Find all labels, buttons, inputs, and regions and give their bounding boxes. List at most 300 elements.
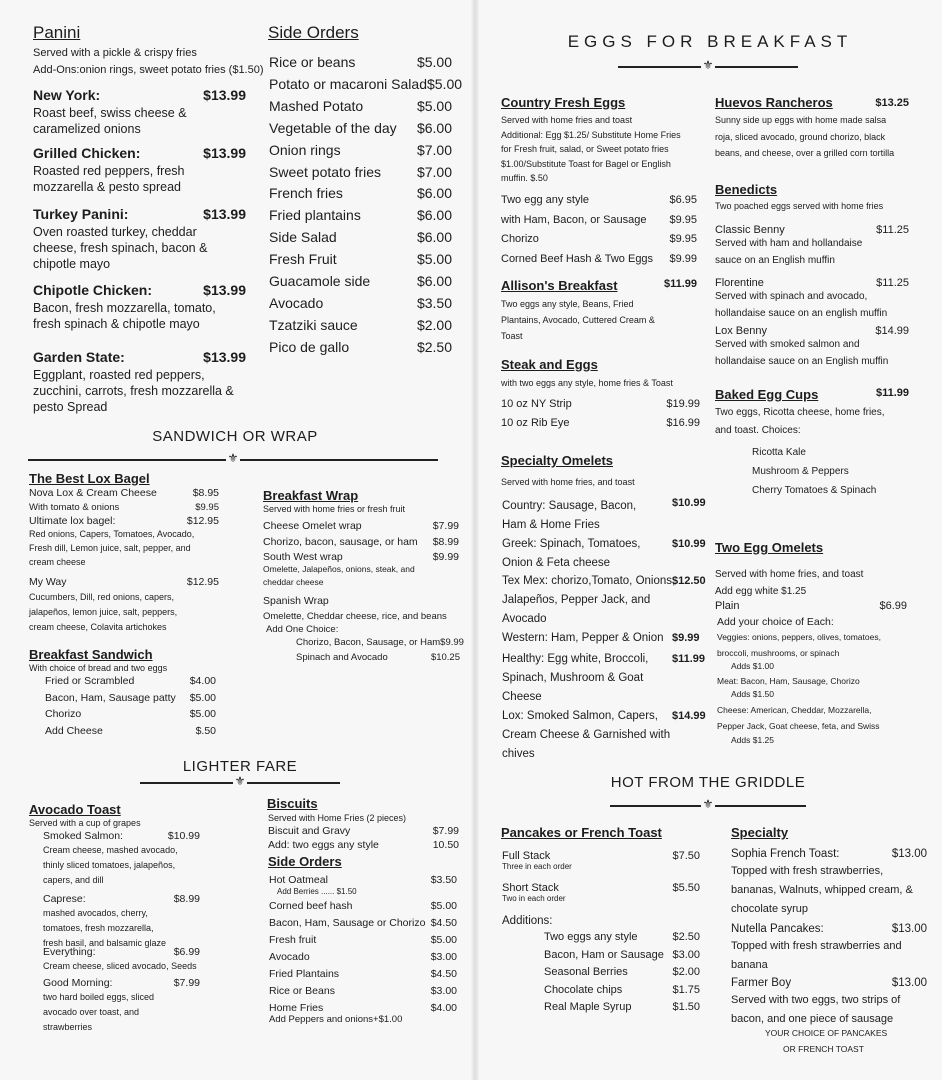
omelet-line: Cheese: [502, 691, 542, 703]
menu-item-price: $14.99: [875, 325, 909, 337]
menu-item-price: $9.99: [432, 551, 459, 563]
menu-item-price: $3.50: [430, 874, 457, 886]
lox-desc: cream cheese: [29, 557, 86, 567]
specialty-desc: Served with two eggs, two strips of: [731, 994, 901, 1006]
benedict-desc: hollandaise sauce on an english muffin: [715, 308, 888, 319]
panini-item-desc: mozzarella & pesto spread: [33, 180, 181, 194]
menu-item-price: $5.00: [416, 54, 452, 70]
two-egg-plain-row: [715, 599, 907, 614]
spanish-wrap-desc: Omelette, Cheddar cheese, rice, and beans: [263, 611, 447, 622]
baked-egg-cups-row: [715, 387, 909, 402]
menu-item-price: $12.95: [186, 515, 219, 527]
spanish-wrap-choice: [296, 651, 460, 664]
menu-item-price: $3.00: [430, 951, 457, 963]
menu-item-name: Real Maple Syrup: [544, 1001, 632, 1013]
omelet-line: Onion & Feta cheese: [502, 557, 611, 569]
panini-item-desc: Oven roasted turkey, cheddar: [33, 225, 197, 239]
avocado-toast-desc: Cream cheese, mashed avocado,: [43, 845, 178, 855]
allisons-row: [501, 278, 697, 293]
pancake-addition: [544, 948, 700, 962]
menu-item-name: Fried or Scrambled: [45, 675, 135, 687]
biscuit-item: [268, 824, 459, 838]
side-order-item: [269, 338, 452, 357]
specialty-desc: banana: [731, 959, 768, 971]
menu-item-name: Farmer Boy: [731, 977, 792, 989]
flourish-eggs: [618, 58, 798, 72]
menu-item-price: $7.50: [672, 850, 700, 862]
panini-item: [33, 144, 246, 162]
country-eggs-desc: for Fresh fruit, salad, or Sweet potato fries: [501, 144, 669, 154]
biscuits-title: Biscuits: [267, 796, 318, 811]
menu-item-name: Side Salad: [269, 229, 337, 246]
menu-item-price: $7.00: [416, 141, 452, 158]
menu-item-price: $9.95: [669, 213, 697, 226]
breakfast-sandwich-item: [45, 724, 216, 738]
full-stack-row: [502, 849, 700, 863]
menu-item-price: $13.99: [203, 349, 246, 365]
steak-eggs-item: [501, 397, 700, 412]
menu-item-name: Avocado: [269, 294, 324, 311]
menu-item-price: $5.00: [416, 97, 452, 114]
menu-item-name: Add Cheese: [45, 724, 103, 737]
sandwich-wrap-heading: SANDWICH OR WRAP: [152, 428, 318, 445]
two-egg-choice-line: Adds $1.00: [731, 661, 775, 671]
side-order-item: [269, 119, 452, 138]
side-order-bottom-item: [269, 873, 457, 887]
menu-item-name: Rice or beans: [269, 54, 356, 70]
menu-item-name: Fried Plantains: [269, 968, 340, 980]
menu-item-price: $5.00: [416, 251, 452, 268]
country-eggs-item: [501, 252, 697, 267]
biscuit-item: [268, 838, 459, 852]
two-egg-choice-line: Meat: Bacon, Ham, Sausage, Chorizo: [717, 676, 860, 686]
flourish-lighter: [140, 774, 340, 788]
menu-item-price: $6.00: [416, 229, 452, 246]
eggs-breakfast-heading: EGGS FOR BREAKFAST: [567, 32, 853, 51]
benedict-desc: Served with smoked salmon and: [715, 339, 860, 350]
menu-item-price: $6.00: [416, 119, 452, 136]
menu-item-price: $5.00: [426, 75, 463, 92]
avocado-toast-desc: Cream cheese, sliced avocado, Seeds: [43, 961, 197, 971]
two-egg-choice-line: Veggies: onions, peppers, olives, tomatoes,: [717, 632, 881, 642]
panini-item-desc: Bacon, fresh mozzarella, tomato,: [33, 301, 216, 315]
lox-row: [29, 501, 219, 515]
menu-item-price: $7.99: [173, 977, 200, 989]
side-order-item: [269, 228, 452, 247]
menu-item-name: Full Stack: [502, 850, 551, 862]
specialty-omelets-desc: Served with home fries, and toast: [501, 477, 635, 487]
lox-row: [29, 514, 219, 528]
menu-item-price: $2.50: [672, 931, 700, 943]
menu-item-price: $13.99: [203, 145, 246, 161]
menu-item-price: $7.99: [432, 825, 459, 837]
huevos-desc-line: roja, sliced avocado, ground chorizo, black: [715, 131, 886, 142]
panini-item: [33, 281, 246, 299]
avocado-toast-desc: fresh basil, and balsamic glaze: [43, 938, 167, 948]
baked-egg-cups-price: $11.99: [875, 387, 909, 399]
huevos-price: $13.25: [875, 97, 909, 109]
omelet-price: $10.99: [672, 497, 706, 509]
menu-item-name: Rice or Beans: [269, 985, 335, 997]
menu-item-price: $9.95: [195, 502, 219, 513]
menu-item-price: $6.99: [879, 600, 907, 612]
breakfast-sandwich-item: [45, 674, 216, 688]
page-fold: [471, 0, 479, 1080]
benedict-item: [715, 276, 909, 290]
menu-item-price: $6.95: [669, 194, 697, 206]
specialty-desc: Topped with fresh strawberries,: [731, 865, 884, 877]
breakfast-wrap-item: [263, 519, 459, 533]
side-order-item: [269, 75, 463, 94]
breakfast-wrap-desc: Served with home fries or fresh fruit: [263, 504, 406, 514]
side-order-item: [269, 250, 452, 269]
menu-item-name: Seasonal Berries: [544, 966, 628, 978]
menu-item-name: Two egg any style: [501, 194, 590, 206]
menu-item-price: $13.00: [891, 977, 927, 989]
panini-item-desc: Eggplant, roasted red peppers,: [33, 368, 205, 382]
allisons-desc-line: Two eggs any style, Beans, Fried: [501, 299, 634, 309]
spanish-wrap-name: Spanish Wrap: [263, 595, 329, 607]
specialty-footer: OR FRENCH TOAST: [783, 1044, 864, 1054]
menu-item-price: $9.99: [669, 252, 697, 265]
breakfast-wrap-item: [263, 535, 459, 549]
specialty-desc: bananas, Walnuts, whipped cream, &: [731, 884, 913, 896]
avocado-toast-desc: strawberries: [43, 1022, 93, 1032]
huevos-row: [715, 95, 909, 110]
menu-item-price: $3.00: [672, 948, 700, 961]
lox-desc: Red onions, Capers, Tomatoes, Avocado,: [29, 529, 195, 539]
pancake-addition: [544, 983, 700, 997]
panini-item-desc: caramelized onions: [33, 122, 141, 136]
breakfast-wrap-title: Breakfast Wrap: [263, 488, 359, 503]
side-order-bottom-item: [269, 916, 457, 930]
menu-item-name: Chorizo: [501, 233, 539, 245]
panini-item-desc: pesto Spread: [33, 400, 108, 414]
baked-egg-cup-choice: Mushroom & Peppers: [752, 466, 849, 477]
two-egg-choice-line: Cheese: American, Cheddar, Mozzarella,: [717, 705, 872, 715]
menu-item-name: With tomato & onions: [29, 502, 120, 513]
menu-item-name: Chocolate chips: [544, 983, 623, 996]
side-order-bottom-item: [269, 984, 457, 998]
menu-item-name: Smoked Salmon:: [43, 830, 123, 842]
short-stack-note: Two in each order: [502, 894, 566, 903]
menu-item-price: $2.50: [416, 338, 452, 355]
omelet-line: Tex Mex: chorizo,Tomato, Onions,: [502, 575, 676, 587]
avocado-toast-item: [43, 892, 200, 906]
menu-item-name: Good Morning:: [43, 977, 113, 989]
menu-item-name: Nova Lox & Cream Cheese: [29, 487, 157, 499]
huevos-title: Huevos Rancheros: [715, 95, 833, 110]
benedict-desc: sauce on an English muffin: [715, 255, 835, 266]
steak-eggs-desc: with two eggs any style, home fries & Toast: [501, 378, 673, 388]
lox-row: [29, 486, 219, 500]
breakfast-sandwich-item: [45, 707, 216, 721]
oatmeal-note: Add Berries ...... $1.50: [277, 887, 357, 896]
menu-item-name: Fried plantains: [269, 207, 361, 224]
menu-item-name: Onion rings: [269, 141, 341, 158]
menu-item-name: Sweet potato fries: [269, 163, 382, 180]
baked-egg-cup-choice: Ricotta Kale: [752, 447, 806, 458]
lox-desc: jalapeños, lemon juice, salt, peppers,: [29, 607, 178, 617]
menu-item-name: Fresh fruit: [269, 934, 317, 946]
specialty-omelets-title: Specialty Omelets: [501, 453, 613, 468]
avocado-toast-desc: thinly sliced tomatoes, jalapeños,: [43, 860, 176, 870]
menu-item-name: Short Stack: [502, 882, 559, 894]
menu-item-name: Corned Beef Hash & Two Eggs: [501, 252, 654, 265]
menu-item-name: South West wrap: [263, 551, 343, 563]
menu-item-name: 10 oz Rib Eye: [501, 417, 570, 429]
panini-item: [33, 205, 246, 223]
specialty-desc: bacon, and one piece of sausage: [731, 1013, 894, 1025]
menu-item-name: Avocado: [269, 951, 310, 963]
two-egg-choice-line: Adds $1.25: [731, 735, 775, 745]
menu-item-price: $1.50: [672, 1001, 700, 1013]
omelet-price: $12.50: [672, 575, 706, 587]
menu-item-name: Cheese Omelet wrap: [263, 520, 362, 532]
menu-item-name: with Ham, Bacon, or Sausage: [501, 213, 647, 226]
menu-item-price: $3.00: [430, 985, 457, 997]
menu-item-name: Plain: [715, 600, 740, 612]
menu-item-price: $13.99: [203, 282, 246, 298]
steak-eggs-item: [501, 416, 700, 431]
flourish-sandwich: [28, 451, 438, 465]
panini-served-with: Served with a pickle & crispy fries: [33, 47, 197, 59]
spanish-wrap-desc: Add One Choice:: [266, 624, 339, 635]
menu-item-name: Bacon, Ham, Sausage or Chorizo: [269, 917, 426, 929]
menu-item-name: Potato or macaroni Salad: [269, 75, 427, 92]
omelet-line: chives: [502, 748, 535, 760]
menu-item-price: $7.99: [432, 520, 459, 532]
side-order-bottom-item: [269, 933, 457, 947]
omelet-line: Avocado: [502, 613, 547, 625]
panini-item-desc: Roasted red peppers, fresh: [33, 164, 185, 178]
specialty-item: [731, 922, 927, 937]
menu-item-name: Corned beef hash: [269, 900, 353, 912]
side-order-item: [269, 97, 452, 116]
two-egg-omelets-title: Two Egg Omelets: [715, 540, 824, 555]
baked-egg-cups-desc: Two eggs, Ricotta cheese, home fries,: [715, 407, 885, 418]
menu-item-price: $4.00: [430, 1002, 457, 1014]
omelet-price: $10.99: [672, 538, 706, 550]
pancake-addition: [544, 930, 700, 944]
menu-item-name: Hot Oatmeal: [269, 874, 328, 886]
benedict-desc: Served with ham and hollandaise: [715, 238, 863, 249]
menu-item-price: $5.50: [672, 882, 700, 894]
lox-desc: cream cheese, Colavita artichokes: [29, 622, 167, 632]
menu-item-price: $8.99: [432, 535, 459, 548]
menu-item-price: $9.95: [669, 233, 697, 245]
avocado-toast-item: [43, 976, 200, 990]
menu-item-price: $11.25: [876, 277, 909, 289]
menu-item-price: 10.50: [432, 839, 459, 851]
menu-item-name: Tzatziki sauce: [269, 316, 358, 333]
baked-egg-cups-title: Baked Egg Cups: [715, 387, 819, 402]
menu-item-price: $2.00: [672, 966, 700, 978]
menu-item-price: $19.99: [666, 398, 700, 410]
benedict-item: [715, 223, 909, 237]
menu-item-name: Chipotle Chicken:: [33, 282, 153, 298]
panini-addons: Add-Ons:onion rings, sweet potato fries ($1.50): [33, 64, 264, 76]
menu-item-price: $4.50: [430, 968, 457, 980]
menu-item-price: $3.50: [416, 294, 452, 311]
two-egg-choice-line: Adds $1.50: [731, 689, 775, 699]
menu-item-name: Caprese:: [43, 893, 86, 905]
specialty-item: [731, 976, 927, 991]
side-order-item: [269, 53, 452, 72]
panini-item-desc: chipotle mayo: [33, 257, 111, 271]
lox-desc: Cucumbers, Dill, red onions, capers,: [29, 592, 175, 602]
menu-item-price: $16.99: [666, 417, 700, 429]
menu-item-price: $6.00: [416, 185, 452, 202]
panini-item-desc: fresh spinach & chipotle mayo: [33, 317, 200, 331]
menu-item-name: Pico de gallo: [269, 338, 350, 355]
country-eggs-title: Country Fresh Eggs: [501, 95, 626, 110]
menu-item-price: $5.00: [189, 691, 216, 704]
side-order-item: [269, 316, 452, 335]
menu-item-name: Grilled Chicken:: [33, 145, 141, 161]
steak-eggs-title: Steak and Eggs: [501, 357, 598, 372]
benedicts-title: Benedicts: [715, 182, 778, 197]
griddle-heading: HOT FROM THE GRIDDLE: [610, 774, 806, 791]
side-order-bottom-item: [269, 950, 457, 964]
avocado-toast-desc: avocado over toast, and: [43, 1007, 140, 1017]
menu-item-name: Two eggs any style: [544, 931, 638, 943]
menu-item-name: Florentine: [715, 277, 764, 289]
benedict-desc: hollandaise sauce on an English muffin: [715, 356, 889, 367]
menu-item-name: Chorizo: [45, 708, 82, 720]
pancakes-title: Pancakes or French Toast: [501, 825, 662, 840]
omelet-price: $9.99: [672, 632, 700, 644]
omelet-line: Lox: Smoked Salmon, Capers,: [502, 710, 658, 722]
menu-item-name: Classic Benny: [715, 224, 785, 236]
short-stack-row: [502, 881, 700, 895]
specialty-footer: YOUR CHOICE OF PANCAKES: [765, 1028, 888, 1038]
menu-item-name: My Way: [29, 576, 67, 588]
omelet-line: Jalapeños, Pepper Jack, and: [502, 594, 651, 606]
omelet-line: Western: Ham, Pepper & Onion: [502, 632, 664, 644]
avocado-toast-desc: mashed avocados, cherry,: [43, 908, 148, 918]
allisons-desc-line: Toast: [501, 331, 523, 341]
menu-item-name: Biscuit and Gravy: [268, 825, 351, 837]
menu-item-price: $1.75: [672, 983, 700, 996]
menu-item-name: Bacon, Ham or Sausage: [544, 948, 664, 961]
flourish-griddle: [610, 797, 806, 811]
menu-item-name: New York:: [33, 87, 101, 103]
menu-item-price: $8.95: [192, 487, 219, 499]
menu-item-name: French fries: [269, 185, 343, 202]
menu-item-price: $6.00: [416, 207, 452, 224]
huevos-desc-line: Sunny side up eggs with home made salsa: [715, 115, 887, 125]
panini-item: [33, 86, 246, 104]
breakfast-wrap-desc: cheddar cheese: [263, 577, 324, 587]
menu-item-name: Bacon, Ham, Sausage patty: [45, 691, 176, 704]
menu-item-price: $8.99: [173, 893, 200, 905]
avocado-toast-item: [43, 945, 200, 959]
allisons-price: $11.99: [663, 278, 697, 290]
specialty-item: [731, 847, 927, 862]
menu-item-price: $9.99: [440, 637, 464, 648]
menu-item-name: Guacamole side: [269, 273, 371, 289]
breakfast-wrap-item: [263, 550, 459, 564]
omelet-line: Country: Sausage, Bacon,: [502, 500, 637, 512]
biscuits-desc: Served with Home Fries (2 pieces): [268, 813, 407, 823]
side-order-bottom-item: [269, 899, 457, 913]
menu-item-name: Nutella Pancakes:: [731, 923, 824, 935]
menu-item-price: $.50: [195, 724, 216, 737]
pancake-addition: [544, 965, 700, 979]
side-orders-note: Add Peppers and onions+$1.00: [269, 1014, 403, 1025]
omelet-line: Ham & Home Fries: [502, 519, 600, 531]
avocado-toast-title: Avocado Toast: [29, 802, 121, 817]
benedict-item: [715, 324, 909, 338]
country-eggs-item: [501, 213, 697, 228]
menu-item-name: Spinach and Avocado: [296, 652, 388, 663]
country-eggs-desc: $1.00/Substitute Toast for Bagel or English: [501, 158, 671, 169]
menu-item-name: Chorizo, Bacon, Sausage, or Ham: [296, 637, 441, 648]
specialty-desc: chocolate syrup: [731, 903, 809, 915]
side-order-item: [269, 141, 452, 160]
menu-item-name: Garden State:: [33, 349, 125, 365]
menu-item-price: $6.99: [173, 946, 200, 958]
omelet-line: Spinach, Mushroom & Goat: [502, 672, 644, 684]
menu-item-name: Home Fries: [269, 1002, 324, 1014]
baked-egg-cup-choice: Cherry Tomatoes & Spinach: [752, 485, 877, 496]
country-eggs-desc: Additional: Egg $1.25/ Substitute Home Fries: [501, 129, 681, 140]
specialty-desc: Topped with fresh strawberries and: [731, 940, 902, 952]
menu-item-price: $4.00: [189, 675, 216, 687]
spanish-wrap-choice: [296, 636, 464, 649]
breakfast-sandwich-title: Breakfast Sandwich: [29, 647, 153, 662]
menu-item-price: $5.00: [189, 708, 216, 720]
allisons-desc-line: Plantains, Avocado, Cuttered Cream &: [501, 315, 655, 325]
menu-item-name: 10 oz NY Strip: [501, 398, 572, 410]
country-eggs-item: [501, 193, 697, 208]
breakfast-wrap-desc: Omelette, Jalapeños, onions, steak, and: [263, 564, 415, 574]
additions-title: Additions:: [502, 915, 553, 927]
avocado-toast-desc: Served with a cup of grapes: [29, 818, 141, 828]
menu-item-name: Ultimate lox bagel:: [29, 515, 116, 527]
omelet-price: $14.99: [672, 710, 706, 722]
menu-item-name: Sophia French Toast:: [731, 848, 840, 860]
side-order-item: [269, 294, 452, 313]
specialty-title: Specialty: [731, 825, 789, 840]
baked-egg-cups-desc: and toast. Choices:: [715, 425, 801, 436]
menu-item-price: $7.00: [416, 163, 452, 180]
lox-row: [29, 575, 219, 589]
panini-item-desc: cheese, fresh spinach, bacon &: [33, 241, 208, 255]
country-eggs-desc: muffin. $.50: [501, 173, 548, 183]
menu-item-name: Turkey Panini:: [33, 206, 129, 222]
menu-item-name: Everything:: [43, 946, 96, 958]
panini-item-desc: zucchini, carrots, fresh mozzarella &: [33, 384, 234, 398]
menu-item-name: Add: two eggs any style: [268, 839, 379, 851]
breakfast-sandwich-item: [45, 691, 216, 705]
side-orders-bottom-title: Side Orders: [268, 854, 342, 869]
avocado-toast-desc: tomatoes, fresh mozzarella,: [43, 923, 154, 933]
omelet-line: Greek: Spinach, Tomatoes,: [502, 538, 641, 550]
omelet-line: Healthy: Egg white, Broccoli,: [502, 653, 649, 665]
menu-item-name: Mashed Potato: [269, 97, 364, 114]
panini-item-desc: Roast beef, swiss cheese &: [33, 106, 187, 120]
full-stack-note: Three in each order: [502, 862, 572, 871]
side-order-item: [269, 163, 452, 182]
menu-item-name: Fresh Fruit: [269, 251, 337, 268]
menu-item-price: $12.95: [186, 576, 219, 588]
menu-item-price: $13.99: [203, 206, 246, 222]
lighter-fare-heading: LIGHTER FARE: [182, 758, 298, 775]
side-orders-top-title: Side Orders: [268, 23, 359, 42]
country-eggs-desc: Served with home fries and toast: [501, 115, 633, 125]
